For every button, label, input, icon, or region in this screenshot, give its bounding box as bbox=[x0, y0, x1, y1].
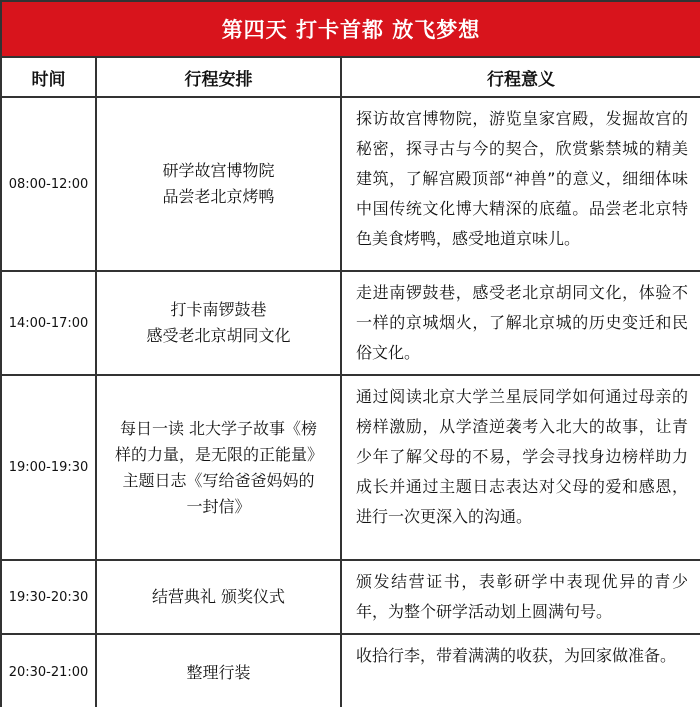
meaning-cell: 走进南锣鼓巷，感受老北京胡同文化，体验不一样的京城烟火，了解北京城的历史变迁和民俗文化。 bbox=[341, 271, 700, 375]
table-row bbox=[1, 97, 700, 271]
header-meaning: 行程意义 bbox=[341, 57, 700, 97]
arrangement-cell bbox=[96, 375, 341, 560]
table-row bbox=[1, 375, 700, 560]
arrangement-cell bbox=[96, 271, 341, 375]
arrangement-line: 结营典礼 颁奖仪式 bbox=[151, 587, 286, 606]
meaning-cell: 收拾行李，带着满满的收获，为回家做准备。 bbox=[341, 634, 700, 707]
arrangement-line: 品尝老北京烤鸭 bbox=[162, 187, 275, 206]
time-cell: 08:00-12:00 bbox=[1, 97, 96, 271]
table-row bbox=[1, 271, 700, 375]
arrangement-line: 整理行装 bbox=[186, 662, 251, 682]
table-row bbox=[1, 560, 700, 634]
arrangement-cell bbox=[96, 634, 341, 707]
title-row bbox=[1, 1, 700, 57]
arrangement-line: 每日一读 北大学子故事《榜样的力量，是无限的正能量》 bbox=[115, 418, 324, 464]
meaning-cell: 颁发结营证书，表彰研学中表现优异的青少年，为整个研学活动划上圆满句号。 bbox=[341, 560, 700, 634]
time-cell: 14:00-17:00 bbox=[1, 271, 96, 375]
arrangement-cell bbox=[96, 97, 341, 271]
arrangement-line: 感受老北京胡同文化 bbox=[146, 326, 291, 345]
meaning-cell: 探访故宫博物院，游览皇家宫殿，发掘故宫的秘密，探寻古与今的契合，欣赏紫禁城的精美建筑，了解宫殿顶部“神兽”的意义，细细体味中国传统文化博大精深的底蕴。品尝老北京特色美食烤鸭，感受地道京味儿。 bbox=[341, 97, 700, 271]
meaning-cell: 通过阅读北京大学兰星辰同学如何通过母亲的榜样激励，从学渣逆袭考入北大的故事，让青少年了解父母的不易，学会寻找身边榜样助力成长并通过主题日志表达对父母的爱和感恩，进行一次更深入的沟通。 bbox=[341, 375, 700, 560]
arrangement-cell bbox=[96, 560, 341, 634]
arrangement-line: 主题日志《写给爸爸妈妈的一封信》 bbox=[122, 470, 315, 516]
time-cell: 19:00-19:30 bbox=[1, 375, 96, 560]
time-cell: 19:30-20:30 bbox=[1, 560, 96, 634]
time-cell: 20:30-21:00 bbox=[1, 634, 96, 707]
header-time: 时间 bbox=[1, 57, 96, 97]
table-row bbox=[1, 634, 700, 707]
arrangement-line: 研学故宫博物院 bbox=[162, 161, 275, 180]
header-row bbox=[1, 57, 700, 97]
header-arrangement: 行程安排 bbox=[96, 57, 341, 97]
arrangement-line: 打卡南锣鼓巷 bbox=[170, 300, 267, 319]
day-title: 第四天 打卡首都 放飞梦想 bbox=[1, 1, 700, 57]
